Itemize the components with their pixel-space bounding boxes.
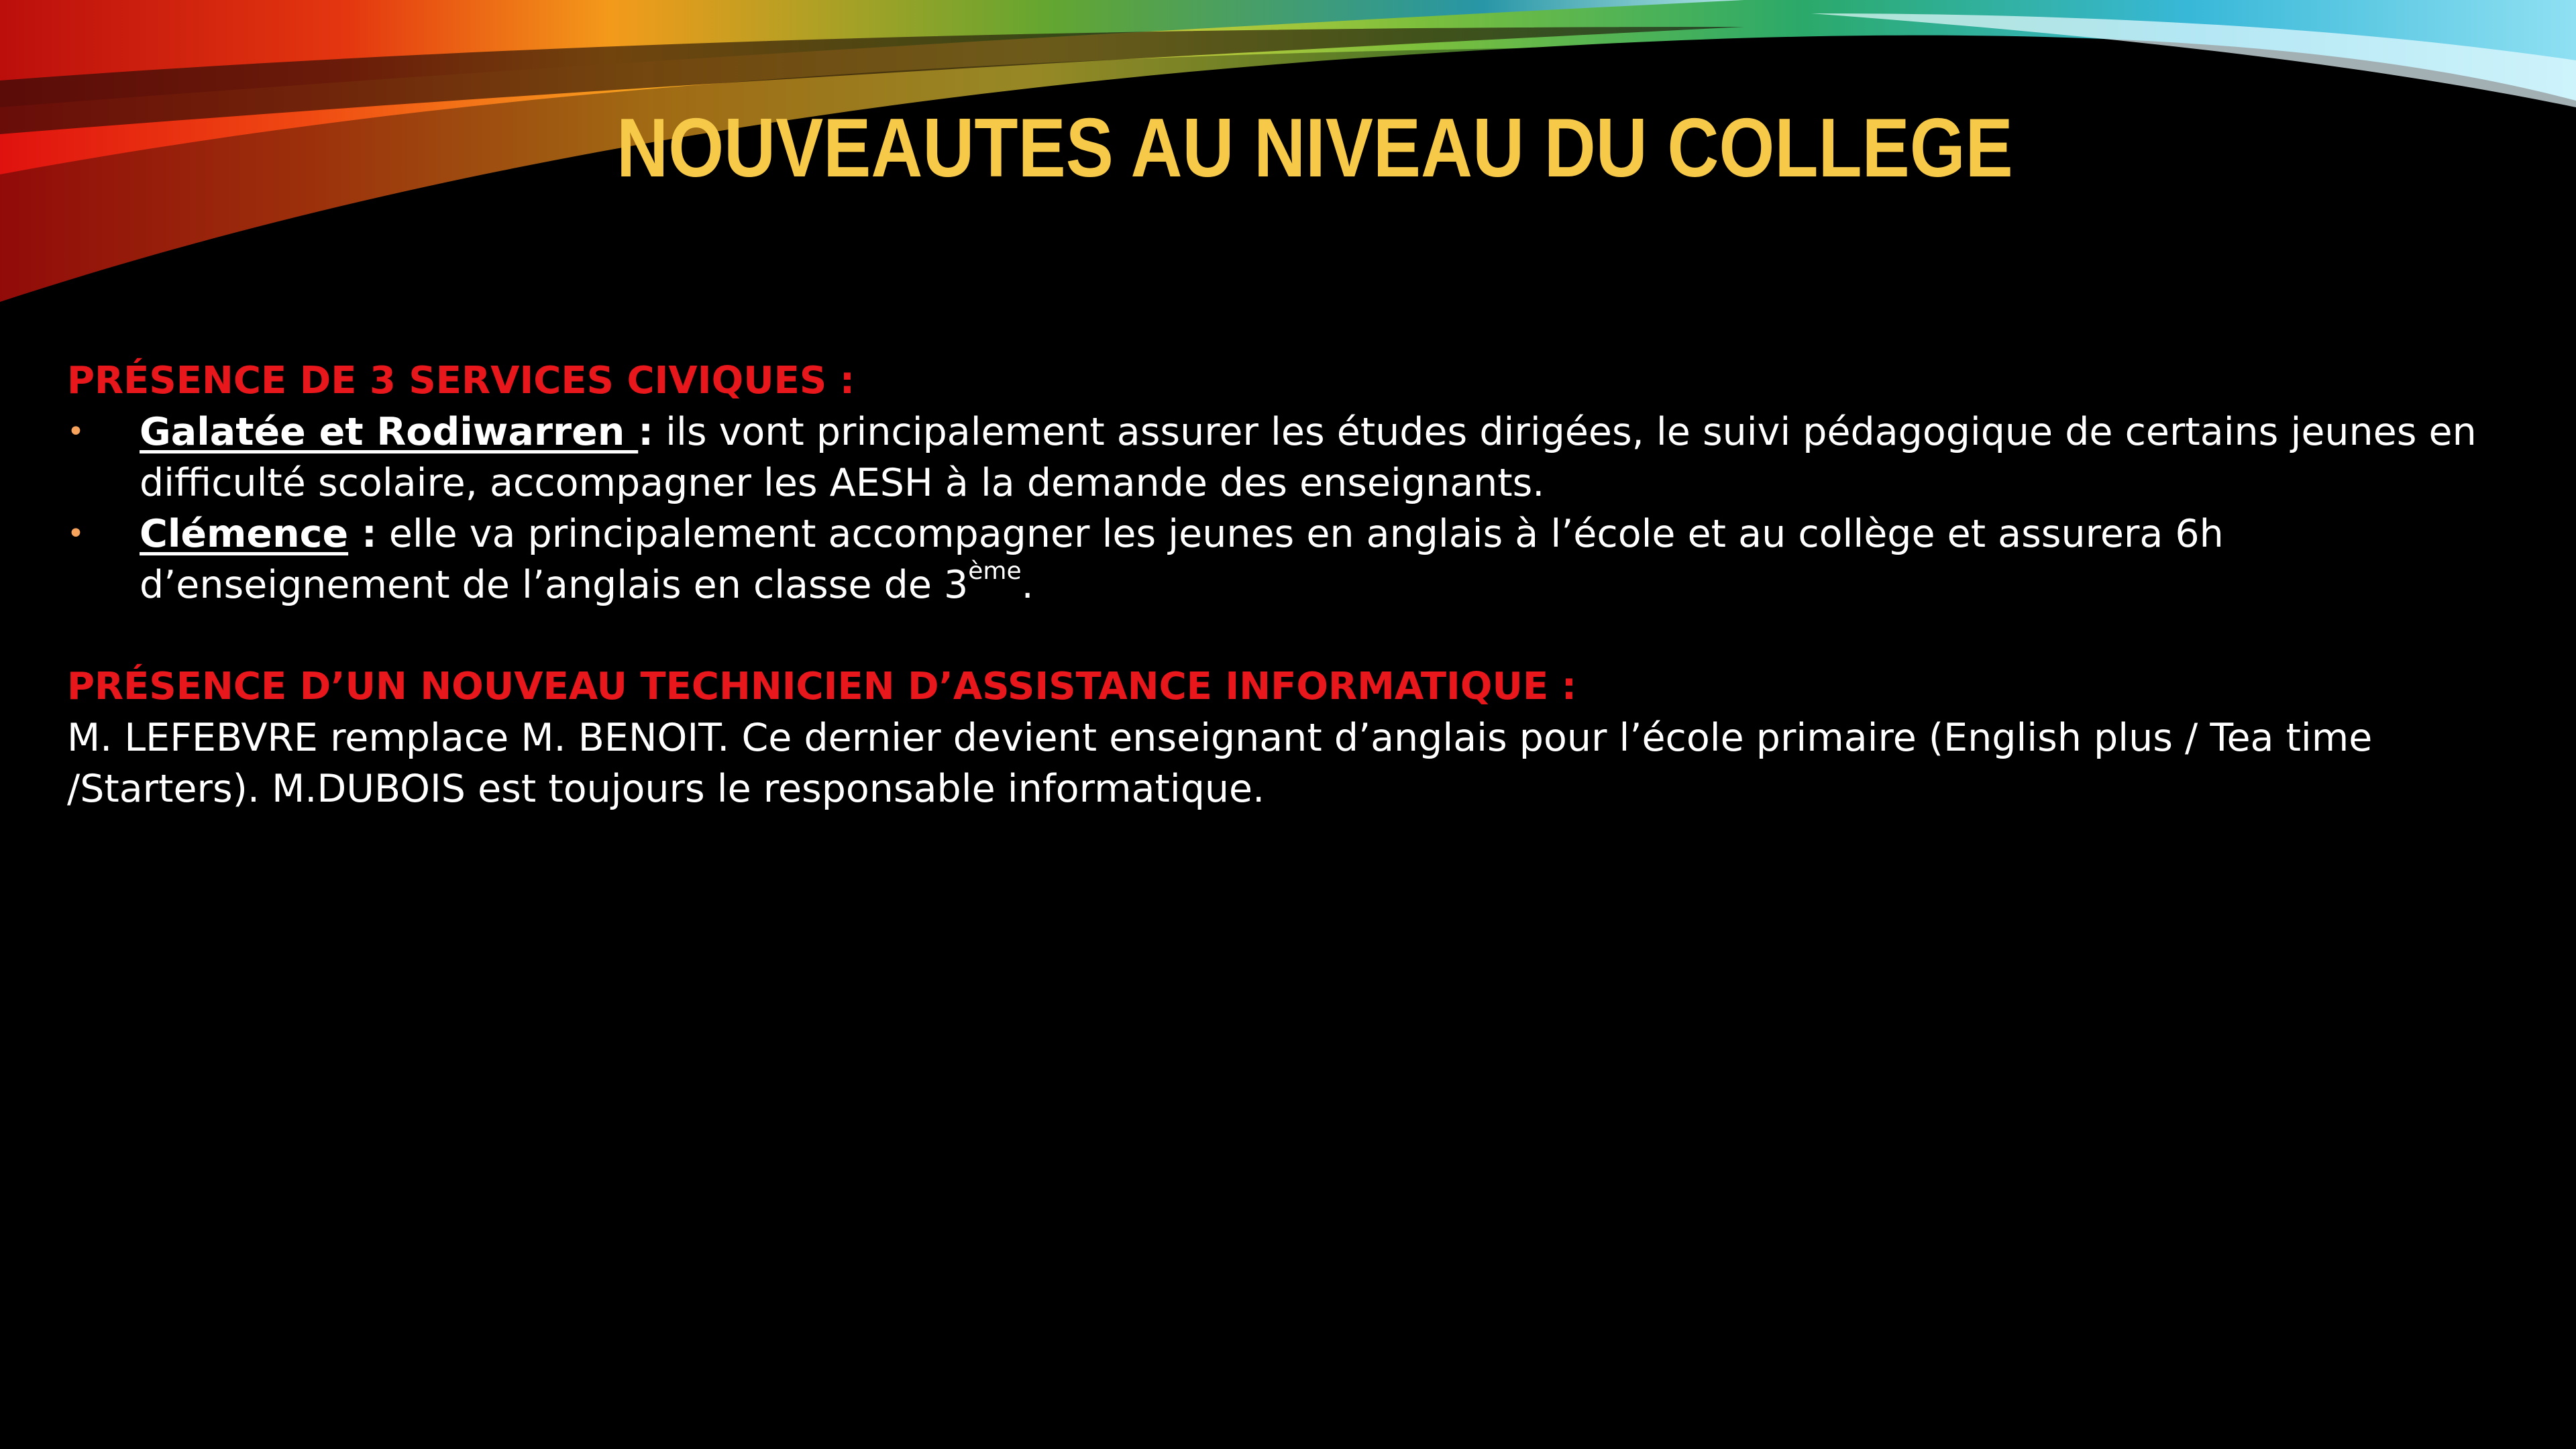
bullet-list-services-civiques	[67, 407, 2536, 610]
superscript-eme: ème	[968, 557, 1022, 585]
list-item	[67, 508, 2536, 610]
name-colon: :	[348, 512, 377, 556]
bullet-icon: •	[67, 415, 85, 449]
slide-title: NOUVEAUTES AU NIVEAU DU COLLEGE	[616, 102, 2013, 195]
section-heading-services-civiques: PRÉSENCE DE 3 SERVICES CIVIQUES :	[67, 359, 855, 402]
name-colon: :	[638, 410, 654, 454]
section-heading-technicien: PRÉSENCE D’UN NOUVEAU TECHNICIEN D’ASSISTANCE INFORMATIQUE :	[67, 665, 1577, 708]
spacer	[67, 610, 2536, 661]
section-paragraph-technicien: M. LEFEBVRE remplace M. BENOIT. Ce dernier devient enseignant d’anglais pour l’école primaire (English plus / Tea time /Starters). M.DUBOIS est toujours le responsable informatique.	[67, 716, 2373, 811]
person-name-clemence: Clémence	[140, 512, 349, 556]
item-description: elle va principalement accompagner les jeunes en anglais à l’école et au collège et assurera 6h d’enseignement de l’anglais en classe de 3	[140, 512, 2224, 607]
slide-content	[67, 356, 2536, 814]
item-tail: .	[1021, 563, 1034, 607]
bullet-icon: •	[67, 517, 85, 551]
item-description: ils vont principalement assurer les études dirigées, le suivi pédagogique de certains jeunes en difficulté scolaire, accompagner les AESH à la demande des enseignants.	[140, 410, 2477, 505]
list-item	[67, 407, 2536, 508]
person-name-galatee-rodiwarren: Galatée et Rodiwarren	[140, 410, 639, 454]
